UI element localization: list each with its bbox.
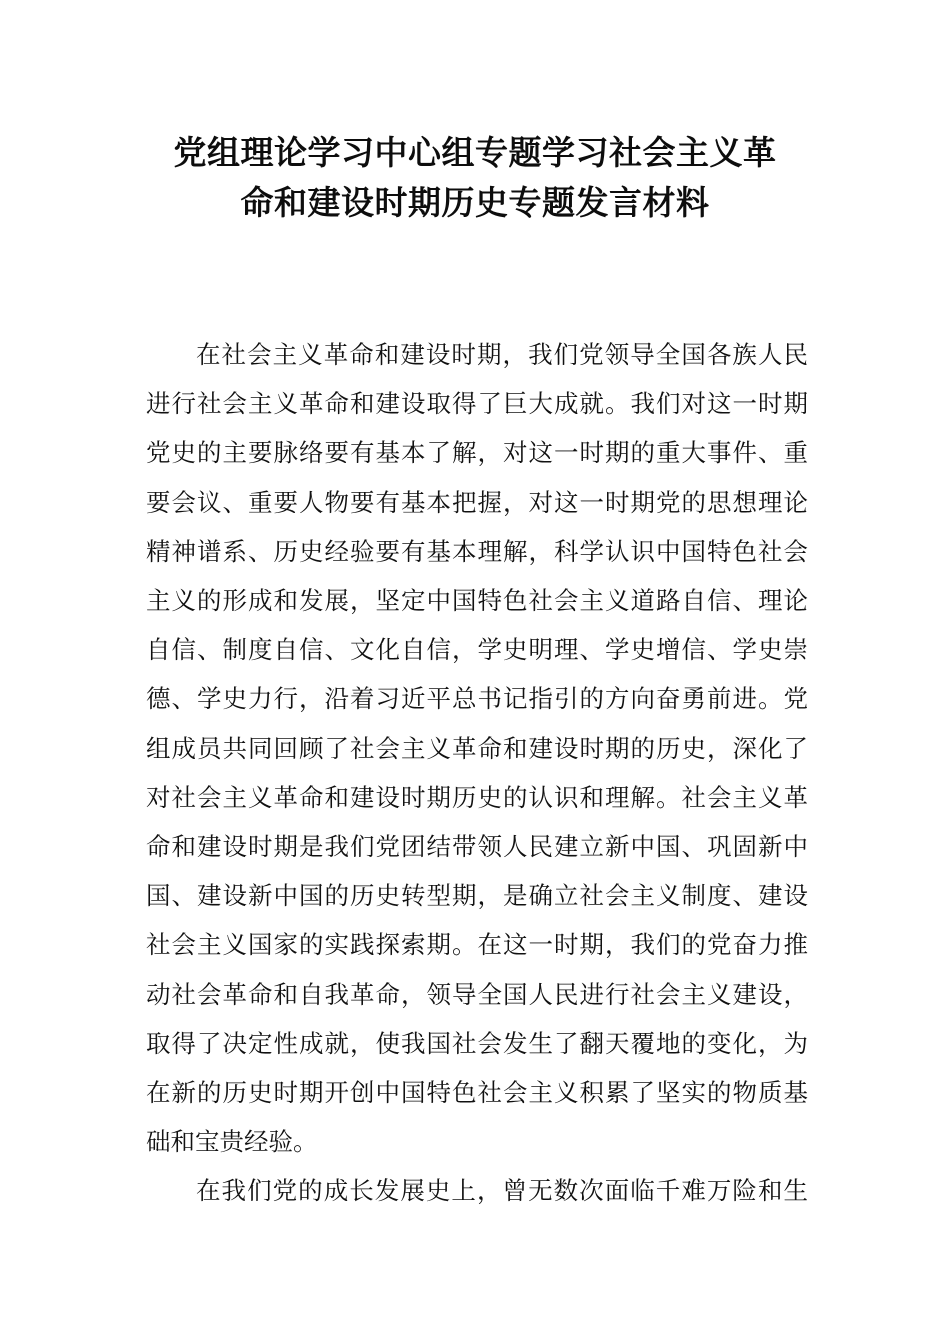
title-line-2: 命和建设时期历史专题发言材料: [240, 183, 710, 222]
paragraph-line: 动社会革命和自我革命，领导全国人民进行社会主义建设，: [146, 979, 808, 1009]
paragraph-2: [146, 1166, 808, 1215]
paragraph-line: 对社会主义革命和建设时期历史的认识和理解。社会主义革: [146, 782, 808, 812]
title-line-1: 党组理论学习中心组专题学习社会主义革: [173, 133, 777, 172]
document-body: [146, 330, 808, 1216]
document-title: [100, 128, 850, 228]
paragraph-1: [146, 330, 808, 1166]
paragraph-line: 础和宝贵经验。: [146, 1127, 318, 1157]
paragraph-line: 在社会主义革命和建设时期，我们党领导全国各族人民: [196, 340, 808, 369]
paragraph-line: 组成员共同回顾了社会主义革命和建设时期的历史，深化了: [146, 733, 808, 763]
paragraph-line: 主义的形成和发展，坚定中国特色社会主义道路自信、理论: [146, 586, 808, 616]
paragraph-line: 在我们党的成长发展史上，曾无数次面临千难万险和生: [196, 1176, 808, 1206]
paragraph-line: 自信、制度自信、文化自信，学史明理、学史增信、学史崇: [146, 635, 808, 665]
paragraph-line: 国、建设新中国的历史转型期，是确立社会主义制度、建设: [146, 881, 808, 911]
paragraph-line: 进行社会主义革命和建设取得了巨大成就。我们对这一时期: [146, 389, 808, 419]
paragraph-line: 德、学史力行，沿着习近平总书记指引的方向奋勇前进。党: [146, 684, 808, 714]
paragraph-line: 社会主义国家的实践探索期。在这一时期，我们的党奋力推: [146, 930, 808, 960]
paragraph-line: 取得了决定性成就，使我国社会发生了翻天覆地的变化，为: [146, 1028, 808, 1058]
paragraph-line: 命和建设时期是我们党团结带领人民建立新中国、巩固新中: [146, 832, 808, 862]
paragraph-line: 精神谱系、历史经验要有基本理解，科学认识中国特色社会: [146, 536, 808, 566]
paragraph-line: 在新的历史时期开创中国特色社会主义积累了坚实的物质基: [146, 1078, 808, 1108]
paragraph-line: 党史的主要脉络要有基本了解，对这一时期的重大事件、重: [146, 438, 808, 468]
paragraph-line: 要会议、重要人物要有基本把握，对这一时期党的思想理论: [146, 487, 808, 517]
